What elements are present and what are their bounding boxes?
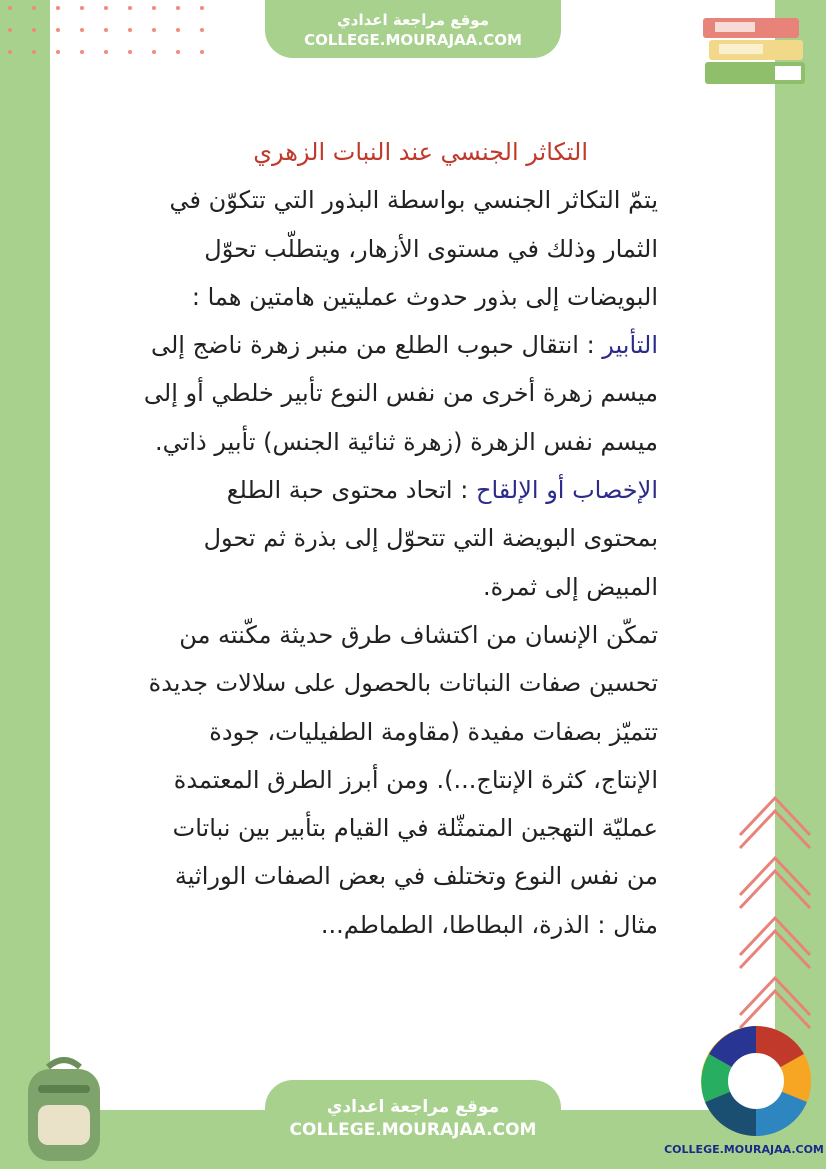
dot	[32, 50, 36, 54]
text-line: تمكّن الإنسان من اكتشاف طرق حديثة مكّنته من	[179, 620, 658, 649]
text-line: من نفس النوع وتختلف في بعض الصفات الوراثية	[174, 862, 658, 891]
dot	[200, 28, 204, 32]
site-name: موقع مراجعة اعدادي	[337, 11, 489, 29]
text-line: الإنتاج، كثرة الإنتاج...). ومن أبرز الطرق المعتمدة	[173, 765, 658, 794]
backpack-icon	[18, 1055, 110, 1165]
text-line: تحسين صفات النباتات بالحصول على سلالات جديدة	[148, 669, 658, 698]
text-line	[118, 321, 658, 369]
dot	[128, 28, 132, 32]
text-line: مثال : الذرة، البطاطا، الطماطم...	[320, 910, 658, 939]
dot	[8, 50, 12, 54]
text-line: المبيض إلى ثمرة.	[483, 572, 658, 601]
dot	[80, 6, 84, 10]
site-name: موقع مراجعة اعدادي	[326, 1097, 500, 1117]
dot	[176, 28, 180, 32]
books-icon	[695, 12, 813, 92]
dot	[176, 6, 180, 10]
dot	[152, 6, 156, 10]
dot	[104, 50, 108, 54]
dot	[32, 28, 36, 32]
text-line: الثمار وذلك في مستوى الأزهار، ويتطلّب تحوّل	[204, 234, 658, 263]
dot	[176, 50, 180, 54]
text-line: تتميّز بصفات مفيدة (مقاومة الطفيليات، جودة	[209, 717, 658, 746]
site-url[interactable]: COLLEGE.MOURAJAA.COM	[304, 31, 522, 49]
dot	[200, 6, 204, 10]
dot	[200, 50, 204, 54]
term-label: التأبير	[602, 331, 658, 360]
dot	[80, 28, 84, 32]
text-line: ميسم نفس الزهرة (زهرة ثنائية الجنس) تأبير ذاتي.	[155, 427, 658, 456]
dot	[8, 28, 12, 32]
dot	[80, 50, 84, 54]
dot	[104, 28, 108, 32]
document-title: التكاثر الجنسي عند النبات الزهري	[253, 138, 588, 166]
term-label: الإخصاب أو الإلقاح	[475, 476, 658, 505]
text-line	[118, 466, 658, 514]
site-url[interactable]: COLLEGE.MOURAJAA.COM	[289, 1120, 537, 1140]
text-line: ميسم زهرة أخرى من نفس النوع تأبير خلطي أو إلى	[143, 379, 658, 408]
dot	[152, 50, 156, 54]
brand-url: COLLEGE.MOURAJAA.COM	[664, 1143, 824, 1156]
dot	[128, 50, 132, 54]
education-wheel-logo	[697, 1022, 815, 1140]
dot	[104, 6, 108, 10]
dot	[152, 28, 156, 32]
dot	[56, 6, 60, 10]
footer-banner	[265, 1080, 561, 1169]
document-body	[118, 128, 658, 949]
header-banner	[265, 0, 561, 58]
dot	[32, 6, 36, 10]
term-definition: : انتقال حبوب الطلع من منبر زهرة ناضج إلى	[150, 331, 603, 360]
text-line: عمليّة التهجين المتمثّلة في القيام بتأبير بين نباتات	[172, 814, 658, 843]
term-definition: : اتحاد محتوى حبة الطلع	[226, 476, 476, 505]
dot	[128, 6, 132, 10]
text-line: بمحتوى البويضة التي تتحوّل إلى بذرة ثم تحول	[203, 524, 658, 553]
dot	[56, 28, 60, 32]
dot	[8, 6, 12, 10]
text-line: يتمّ التكاثر الجنسي بواسطة البذور التي تتكوّن في	[169, 186, 658, 215]
dot	[56, 50, 60, 54]
text-line: البويضات إلى بذور حدوث عمليتين هامتين هما :	[191, 282, 658, 311]
chevron-up-decoration-icon	[735, 790, 815, 1030]
